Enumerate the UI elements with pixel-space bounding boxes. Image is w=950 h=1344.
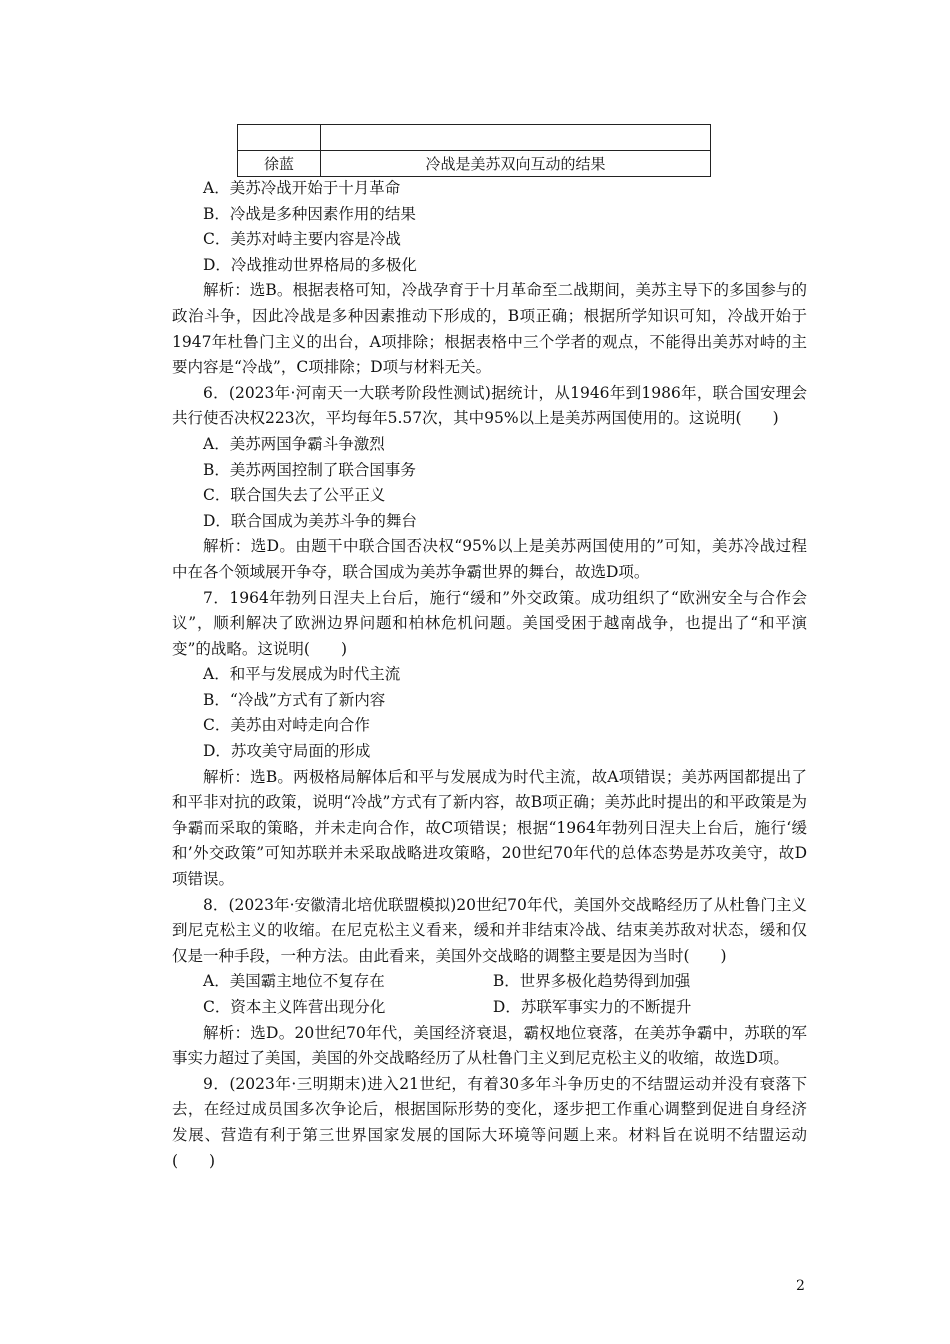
q7-stem: 7．1964年勃列日涅夫上台后，施行“缓和”外交政策。成功组织了“欧洲安全与合作会议”，顺利解决了欧洲边界问题和柏林危机问题。美国受困于越南战争，也提出了“和平演变”的战略。这说明( ) bbox=[172, 588, 807, 658]
q7-analysis: 解析：选B。两极格局解体后和平与发展成为时代主流，故A项错误；美苏两国都提出了和平非对抗的政策，说明“冷战”方式有了新内容，故B项正确；美苏此时提出的和平政策是为争霸而采取的策略，并未走向合作，故C项错误；根据“1964年勃列日涅夫上台后，施行‘缓和’外交政策”可知苏联并未采取战略进攻策略，20世纪70年代的总体态势是苏攻美守，故D项错误。 bbox=[172, 767, 807, 889]
q7-option-d: D．苏攻美守局面的形成 bbox=[203, 742, 371, 761]
q7-option-b: B．“冷战”方式有了新内容 bbox=[203, 690, 386, 709]
q8-option-b: B．世界多极化趋势得到加强 bbox=[492, 972, 691, 991]
q5-option-a: A．美苏冷战开始于十月革命 bbox=[203, 179, 401, 197]
q7-option-c: C．美苏由对峙走向合作 bbox=[203, 716, 370, 735]
main-content bbox=[172, 176, 807, 1174]
scholar-views-table bbox=[237, 124, 711, 177]
table-cell-name bbox=[238, 125, 321, 151]
q6-stem: 6．(2023年·河南天一大联考阶段性测试)据统计，从1946年到1986年，联合国安理会共行使否决权223次，平均每年5.57次，其中95%以上是美苏两国使用的。这说明( ) bbox=[172, 383, 807, 428]
q5-option-c: C．美苏对峙主要内容是冷战 bbox=[203, 230, 401, 249]
q8-option-a: A．美国霸主地位不复存在 bbox=[203, 972, 385, 991]
table-cell-view: 冷战是美苏双向互动的结果 bbox=[321, 151, 711, 177]
q6-option-c: C．联合国失去了公平正义 bbox=[203, 486, 386, 505]
q6-analysis: 解析：选D。由题干中联合国否决权“95%以上是美苏两国使用的”可知，美苏冷战过程中在各个领域展开争夺，联合国成为美苏争霸世界的舞台，故选D项。 bbox=[172, 537, 807, 581]
q8-analysis: 解析：选D。20世纪70年代，美国经济衰退，霸权地位衰落，在美苏争霸中，苏联的军事实力超过了美国，美国的外交战略经历了从杜鲁门主义到尼克松主义的收缩，故选D项。 bbox=[172, 1023, 807, 1068]
q7-option-a: A．和平与发展成为时代主流 bbox=[203, 665, 401, 684]
q8-option-d: D．苏联军事实力的不断提升 bbox=[492, 998, 692, 1016]
table-row bbox=[238, 125, 711, 151]
table-row bbox=[238, 151, 711, 177]
q6-option-d: D．联合国成为美苏斗争的舞台 bbox=[203, 511, 417, 530]
q8-options-row-2 bbox=[172, 995, 807, 1021]
q8-stem: 8．(2023年·安徽清北培优联盟模拟)20世纪70年代，美国外交战略经历了从杜鲁门主义到尼克松主义的收缩。在尼克松主义看来，缓和并非结束冷战、结束美苏敌对状态，缓和仅仅是一种手段，一种方法。由此看来，美国外交战略的调整主要是因为当时( ) bbox=[172, 895, 807, 965]
q5-option-d: D．冷战推动世界格局的多极化 bbox=[203, 255, 417, 274]
table-cell-name: 徐蓝 bbox=[238, 151, 321, 177]
q5-analysis: 解析：选B。根据表格可知，冷战孕育于十月革命至二战期间，美苏主导下的多国参与的政治斗争，因此冷战是多种因素推动下形成的，B项正确；根据所学知识可知，冷战开始于1947年杜鲁门主义的出台，A项排除；根据表格中三个学者的观点，不能得出美苏对峙的主要内容是“冷战”，C项排除；D项与材料无关。 bbox=[172, 281, 807, 377]
table-cell-view bbox=[321, 125, 711, 151]
q6-option-b: B．美苏两国控制了联合国事务 bbox=[203, 460, 416, 479]
q6-option-a: A．美苏两国争霸斗争激烈 bbox=[203, 434, 385, 453]
page-number: 2 bbox=[796, 1278, 805, 1294]
q8-option-c: C．资本主义阵营出现分化 bbox=[203, 998, 386, 1016]
q5-option-b: B．冷战是多种因素作用的结果 bbox=[203, 204, 416, 223]
q8-options-row-1 bbox=[172, 969, 807, 995]
q9-stem: 9．(2023年·三明期末)进入21世纪，有着30多年斗争历史的不结盟运动并没有衰落下去，在经过成员国多次争论后，根据国际形势的变化，逐步把工作重心调整到促进自身经济发展、营造有利于第三世界国家发展的国际大环境等问题上来。材料旨在说明不结盟运动( ) bbox=[172, 1074, 807, 1170]
